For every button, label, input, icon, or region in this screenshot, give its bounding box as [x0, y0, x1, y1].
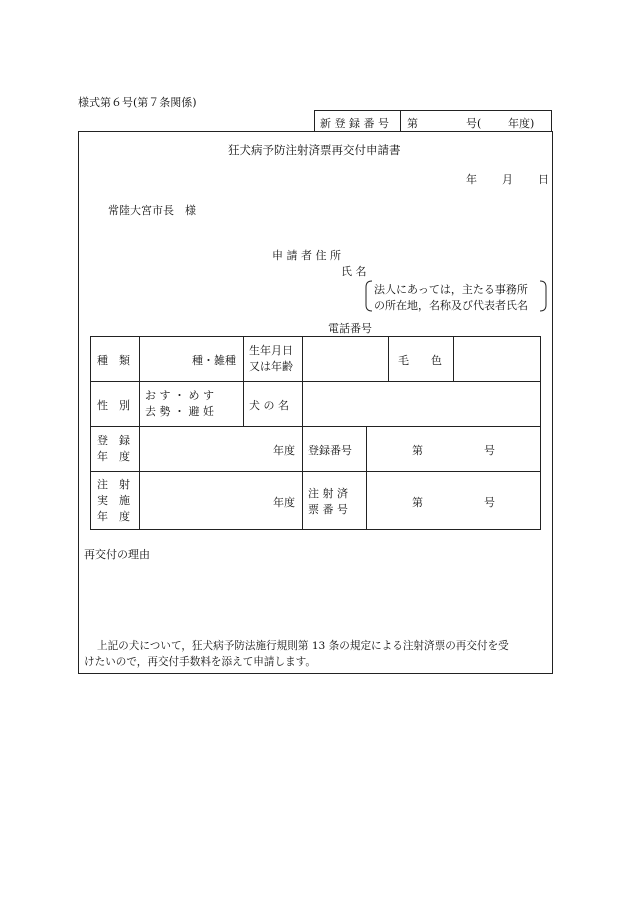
registration-nendo-suffix: 年度: [273, 444, 295, 457]
table-row-line: [90, 381, 541, 382]
table-col-line: [366, 426, 367, 530]
injection-year-label-3: 年 度: [97, 510, 130, 523]
statement-line1: 上記の犬について，狂犬病予防法施行規則第 13 条の規定による注射済票の再交付を受: [97, 640, 509, 652]
statement-line2: けたいので，再交付手数料を添えて申請します。: [84, 656, 317, 668]
injection-year-label-2: 実 施: [97, 494, 130, 507]
phone-label: 電話番号: [328, 322, 372, 335]
coat-color-label: 毛 色: [398, 354, 442, 367]
registration-year-label-1: 登 録: [97, 434, 130, 447]
table-col-line: [302, 336, 303, 530]
table-col-line: [139, 336, 140, 530]
sex-label: 性 別: [97, 399, 130, 412]
date-day: 日: [538, 173, 549, 186]
applicant-address-label: 申 請 者 住 所: [272, 249, 341, 262]
birth-label-1: 生年月日: [249, 344, 293, 357]
corporate-note-line2: の所在地，名称及び代表者氏名: [374, 299, 528, 312]
registration-nendo: 年度): [508, 117, 535, 130]
sex-options-2: 去 勢 ・ 避 妊: [145, 405, 214, 418]
registration-year-label-2: 年 度: [97, 450, 130, 463]
table-col-line: [388, 336, 389, 381]
date-year: 年: [466, 173, 477, 186]
injection-number-go: 号: [484, 496, 495, 509]
registration-number-cell-label: 登録番号: [308, 444, 352, 457]
injection-number-label-2: 票 番 号: [308, 503, 348, 516]
registration-box-divider: [400, 110, 401, 132]
date-month: 月: [502, 173, 513, 186]
addressee: 常陸大宮市長 様: [108, 204, 196, 217]
registration-number-label: 新 登 録 番 号: [320, 117, 389, 130]
birth-label-2: 又は年齢: [249, 360, 293, 373]
registration-number-dai: 第: [412, 444, 423, 457]
reason-label: 再交付の理由: [84, 548, 150, 561]
form-number-label: 様式第６号(第７条関係): [78, 96, 197, 109]
sex-options-1: お す ・ め す: [145, 389, 214, 402]
injection-year-label-1: 注 射: [97, 478, 130, 491]
applicant-name-label: 氏 名: [341, 265, 367, 278]
dog-name-label: 犬 の 名: [249, 399, 289, 412]
table-col-line: [243, 336, 244, 426]
injection-number-label-1: 注 射 済: [308, 487, 348, 500]
kind-label: 種 類: [97, 354, 130, 367]
registration-go: 号(: [466, 117, 482, 130]
breed-label: 種・雑種: [192, 354, 236, 367]
table-row-line: [90, 471, 541, 472]
corporate-note-line1: 法人にあっては，主たる事務所: [374, 283, 528, 296]
registration-dai: 第: [407, 117, 418, 130]
injection-number-dai: 第: [412, 496, 423, 509]
injection-nendo-suffix: 年度: [273, 496, 295, 509]
table-row-line: [90, 426, 541, 427]
form-title: 狂犬病予防注射済票再交付申請書: [228, 143, 401, 157]
registration-number-go: 号: [484, 444, 495, 457]
table-col-line: [453, 336, 454, 381]
